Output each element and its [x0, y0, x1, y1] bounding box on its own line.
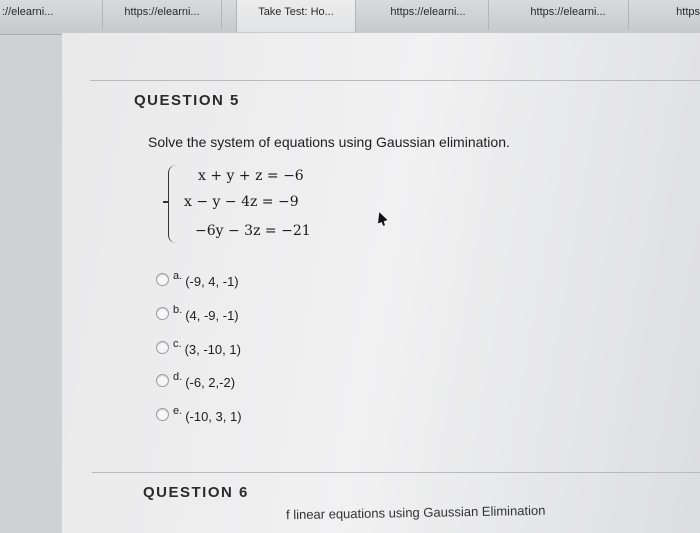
option-letter: c. — [173, 338, 182, 350]
answer-option-d[interactable] — [156, 372, 235, 388]
answer-option-c[interactable] — [156, 339, 241, 355]
question-prompt: Solve the system of equations using Gaussian elimination. — [148, 134, 510, 150]
answer-option-e[interactable] — [156, 406, 242, 422]
browser-tab-bar — [0, 0, 700, 35]
option-text: (-10, 3, 1) — [185, 408, 242, 424]
radio-button[interactable] — [156, 374, 169, 387]
equation-1: x + y + z = −6 — [198, 168, 304, 184]
question-6-partial-prompt: f linear equations using Gaussian Elimination — [285, 502, 546, 523]
radio-button[interactable] — [156, 307, 169, 320]
option-letter: b. — [173, 304, 183, 316]
option-letter: a. — [173, 270, 183, 282]
browser-tab[interactable]: https://elearni... — [368, 0, 489, 30]
radio-button[interactable] — [156, 341, 169, 354]
section-divider — [92, 472, 700, 473]
equation-2: x − y − 4z = −9 — [184, 194, 299, 210]
option-text: (3, -10, 1) — [184, 341, 241, 357]
option-letter: e. — [173, 405, 183, 417]
answer-option-a[interactable] — [156, 271, 239, 287]
question-6-heading: QUESTION 6 — [143, 484, 249, 501]
equation-3: −6y − 3z = −21 — [195, 223, 311, 239]
browser-tab[interactable]: https — [676, 6, 700, 18]
option-text: (-9, 4, -1) — [185, 273, 239, 289]
question-5-heading: QUESTION 5 — [134, 92, 240, 109]
browser-tab[interactable]: ://elearni... — [0, 0, 103, 30]
option-text: (-6, 2,-2) — [185, 374, 236, 390]
radio-button[interactable] — [156, 273, 169, 286]
option-letter: d. — [173, 371, 183, 383]
radio-button[interactable] — [156, 408, 169, 421]
browser-tab-active[interactable]: Take Test: Ho... — [236, 0, 356, 32]
option-text: (4, -9, -1) — [185, 307, 239, 323]
browser-tab[interactable]: https://elearni... — [508, 0, 629, 30]
browser-tab[interactable]: https://elearni... — [103, 0, 222, 30]
equation-system-brace — [168, 165, 179, 243]
section-divider — [90, 80, 700, 81]
answer-option-b[interactable] — [156, 305, 239, 321]
